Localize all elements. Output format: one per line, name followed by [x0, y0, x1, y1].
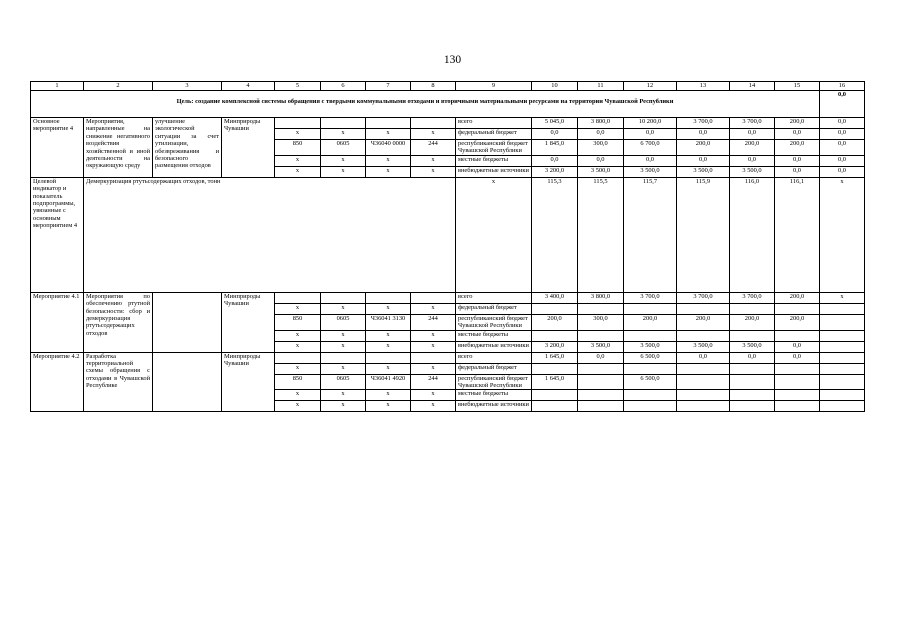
section-code: x — [321, 330, 366, 341]
target-article-code — [366, 352, 411, 363]
year-value — [578, 363, 624, 374]
year-value — [677, 390, 730, 401]
year-value: 0,0 — [775, 155, 820, 166]
target-article-code: Ч36041 4920 — [366, 374, 411, 390]
year-value — [532, 390, 578, 401]
grbs-code: 850 — [275, 314, 321, 330]
measure-goal — [153, 292, 222, 352]
section-code: x — [321, 129, 366, 140]
measure-executor: Минприроды Чувашии — [222, 118, 275, 178]
measure-goal: улучшение экологической ситуации за счет утилизации, обезвреживания и безопасного размещения отходов — [153, 118, 222, 178]
year-value — [578, 303, 624, 314]
year-value — [677, 330, 730, 341]
goal-text: Цель: создание комплексной системы обращения с твердыми коммунальными отходами и вторичными материальными ресурсами на территории Чувашской Республики — [176, 98, 674, 105]
section-code — [321, 118, 366, 129]
table-row — [31, 118, 865, 129]
year-value: 3 800,0 — [578, 118, 624, 129]
expense-type-code: x — [411, 166, 456, 177]
year-value: 200,0 — [775, 292, 820, 303]
column-number-14: 14 — [730, 82, 775, 91]
year-value: 300,0 — [578, 314, 624, 330]
year-value — [820, 341, 865, 352]
grbs-code: x — [275, 390, 321, 401]
column-number-2: 2 — [84, 82, 153, 91]
year-value: 200,0 — [677, 140, 730, 156]
expense-type-code: x — [411, 363, 456, 374]
year-value: 3 200,0 — [532, 166, 578, 177]
column-number-13: 13 — [677, 82, 730, 91]
year-value: 5 045,0 — [532, 118, 578, 129]
year-value: 0,0 — [820, 155, 865, 166]
target-article-code: x — [366, 390, 411, 401]
funding-source: внебюджетные источники — [456, 341, 532, 352]
year-value: 0,0 — [624, 155, 677, 166]
grbs-code: 850 — [275, 374, 321, 390]
expense-type-code: 244 — [411, 314, 456, 330]
expense-type-code — [411, 292, 456, 303]
year-value: 0,0 — [578, 352, 624, 363]
year-value: 0,0 — [730, 352, 775, 363]
year-value — [775, 390, 820, 401]
grbs-code: 850 — [275, 140, 321, 156]
year-value: 200,0 — [730, 140, 775, 156]
year-value — [624, 401, 677, 412]
year-value: 200,0 — [730, 314, 775, 330]
year-value: 3 700,0 — [624, 292, 677, 303]
section-code: x — [321, 341, 366, 352]
year-value — [624, 303, 677, 314]
year-value — [730, 363, 775, 374]
year-value: 10 200,0 — [624, 118, 677, 129]
expense-type-code: x — [411, 155, 456, 166]
grbs-code: x — [275, 303, 321, 314]
target-article-code: x — [366, 363, 411, 374]
year-value: 3 500,0 — [578, 166, 624, 177]
column-number-16: 16 — [820, 82, 865, 91]
column-number-4: 4 — [222, 82, 275, 91]
year-value: 3 500,0 — [677, 341, 730, 352]
target-article-code: x — [366, 330, 411, 341]
year-value: 3 700,0 — [730, 118, 775, 129]
funding-source: местные бюджеты — [456, 390, 532, 401]
year-value — [820, 390, 865, 401]
year-value: 0,0 — [820, 118, 865, 129]
year-value: 0,0 — [624, 129, 677, 140]
year-value: 6 500,0 — [624, 374, 677, 390]
grbs-code: x — [275, 401, 321, 412]
year-value: 3 500,0 — [677, 166, 730, 177]
year-value: 0,0 — [820, 166, 865, 177]
funding-source: республиканский бюджет Чувашской Республики — [456, 314, 532, 330]
grbs-code: x — [275, 155, 321, 166]
year-value: 3 500,0 — [624, 166, 677, 177]
year-value — [820, 314, 865, 330]
section-code: x — [321, 390, 366, 401]
funding-source: внебюджетные источники — [456, 401, 532, 412]
year-value — [775, 401, 820, 412]
expense-type-code: x — [411, 401, 456, 412]
indicator-row — [31, 177, 865, 292]
year-value — [775, 363, 820, 374]
target-article-code: x — [366, 166, 411, 177]
year-value: 3 700,0 — [677, 292, 730, 303]
grbs-code — [275, 352, 321, 363]
target-article-code — [366, 118, 411, 129]
measure-name: Мероприятия, направленные на снижение негативного воздействия хозяйственной и иной деятельности на окружающую среду — [84, 118, 153, 178]
column-number-10: 10 — [532, 82, 578, 91]
section-code — [321, 292, 366, 303]
year-value: 3 700,0 — [677, 118, 730, 129]
year-value: 0,0 — [820, 140, 865, 156]
section-code: 0605 — [321, 140, 366, 156]
year-value: 200,0 — [775, 140, 820, 156]
year-value: 3 800,0 — [578, 292, 624, 303]
indicator-value: 115,9 — [677, 177, 730, 292]
year-value: х — [820, 292, 865, 303]
target-article-code — [366, 292, 411, 303]
expense-type-code: 244 — [411, 374, 456, 390]
section-code: x — [321, 401, 366, 412]
year-value: 0,0 — [532, 129, 578, 140]
year-value — [578, 374, 624, 390]
page-number: 130 — [443, 54, 462, 66]
year-value: 200,0 — [775, 314, 820, 330]
year-value — [578, 390, 624, 401]
year-value — [775, 303, 820, 314]
funding-source: внебюджетные источники — [456, 166, 532, 177]
indicator-value: 116,0 — [730, 177, 775, 292]
grbs-code: x — [275, 330, 321, 341]
year-value: 0,0 — [820, 129, 865, 140]
year-value — [775, 330, 820, 341]
year-value: 0,0 — [775, 352, 820, 363]
expense-type-code: x — [411, 341, 456, 352]
column-number-3: 3 — [153, 82, 222, 91]
year-value: 200,0 — [677, 314, 730, 330]
funding-source: республиканский бюджет Чувашской Республики — [456, 374, 532, 390]
indicator-label: Целевой индикатор и показатель подпрограммы, увязанные с основным мероприятием 4 — [31, 177, 84, 292]
expense-type-code: x — [411, 129, 456, 140]
section-code — [321, 352, 366, 363]
grbs-code: x — [275, 363, 321, 374]
year-value: 6 700,0 — [624, 140, 677, 156]
indicator-value: 115,5 — [578, 177, 624, 292]
measure-name: Разработка территориальной схемы обращения с отходами в Чувашской Республике — [84, 352, 153, 412]
year-value: 0,0 — [532, 155, 578, 166]
expense-type-code: 244 — [411, 140, 456, 156]
grbs-code: x — [275, 341, 321, 352]
year-value: 0,0 — [730, 155, 775, 166]
year-value — [820, 374, 865, 390]
funding-source: федеральный бюджет — [456, 129, 532, 140]
year-value: 0,0 — [775, 166, 820, 177]
indicator-value: 116,1 — [775, 177, 820, 292]
section-code: x — [321, 155, 366, 166]
year-value: 0,0 — [775, 129, 820, 140]
year-value: 3 500,0 — [730, 166, 775, 177]
goal-row — [31, 91, 865, 118]
measure-executor: Минприроды Чувашии — [222, 292, 275, 352]
section-code: 0605 — [321, 374, 366, 390]
year-value — [820, 401, 865, 412]
funding-source: федеральный бюджет — [456, 363, 532, 374]
column-number-8: 8 — [411, 82, 456, 91]
year-value — [730, 303, 775, 314]
year-value: 0,0 — [578, 129, 624, 140]
target-article-code: Ч36040 0000 — [366, 140, 411, 156]
year-value — [820, 330, 865, 341]
measure-label: Мероприятие 4.1 — [31, 292, 84, 352]
goal-cell — [31, 91, 820, 118]
year-value: 0,0 — [775, 341, 820, 352]
year-value: 3 700,0 — [730, 292, 775, 303]
year-value — [677, 303, 730, 314]
year-value — [578, 330, 624, 341]
year-value: 200,0 — [624, 314, 677, 330]
expense-type-code: x — [411, 303, 456, 314]
column-number-5: 5 — [275, 82, 321, 91]
goal-value-cell — [820, 91, 865, 118]
year-value: 3 500,0 — [578, 341, 624, 352]
target-article-code: x — [366, 401, 411, 412]
target-article-code: x — [366, 129, 411, 140]
funding-source: местные бюджеты — [456, 155, 532, 166]
year-value — [677, 401, 730, 412]
measure-executor: Минприроды Чувашии — [222, 352, 275, 412]
indicator-value: 115,3 — [532, 177, 578, 292]
year-value: 1 645,0 — [532, 374, 578, 390]
year-value — [820, 363, 865, 374]
measure-name: Мероприятия по обеспечению ртутной безопасности: сбор и демеркуризация ртутьсодержащих отходов — [84, 292, 153, 352]
section-code: x — [321, 363, 366, 374]
year-value — [820, 352, 865, 363]
year-value — [578, 401, 624, 412]
column-number-15: 15 — [775, 82, 820, 91]
funding-source: местные бюджеты — [456, 330, 532, 341]
year-value — [730, 330, 775, 341]
year-value: 3 500,0 — [624, 341, 677, 352]
indicator-value: х — [820, 177, 865, 292]
expense-type-code — [411, 118, 456, 129]
year-value: 0,0 — [677, 352, 730, 363]
year-value — [775, 374, 820, 390]
year-value — [820, 303, 865, 314]
year-value — [730, 374, 775, 390]
measure-label: Основное мероприятие 4 — [31, 118, 84, 178]
grbs-code — [275, 118, 321, 129]
section-code: x — [321, 166, 366, 177]
funding-source: всего — [456, 292, 532, 303]
year-value: 3 500,0 — [730, 341, 775, 352]
target-article-code: x — [366, 155, 411, 166]
year-value — [532, 303, 578, 314]
year-value — [677, 363, 730, 374]
grbs-code — [275, 292, 321, 303]
year-value — [532, 401, 578, 412]
funding-source: всего — [456, 118, 532, 129]
year-value: 0,0 — [578, 155, 624, 166]
year-value — [532, 330, 578, 341]
target-article-code: Ч36041 3130 — [366, 314, 411, 330]
column-number-11: 11 — [578, 82, 624, 91]
goal-value: 0,0 — [838, 91, 846, 98]
year-value: 0,0 — [677, 129, 730, 140]
indicator-source: х — [456, 177, 532, 292]
year-value — [624, 390, 677, 401]
year-value: 1 645,0 — [532, 352, 578, 363]
target-article-code: x — [366, 303, 411, 314]
column-number-7: 7 — [366, 82, 411, 91]
column-number-12: 12 — [624, 82, 677, 91]
program-table — [30, 81, 865, 412]
year-value: 3 400,0 — [532, 292, 578, 303]
funding-source: федеральный бюджет — [456, 303, 532, 314]
year-value: 300,0 — [578, 140, 624, 156]
table-row — [31, 292, 865, 303]
section-code: x — [321, 303, 366, 314]
expense-type-code — [411, 352, 456, 363]
column-number-1: 1 — [31, 82, 84, 91]
target-article-code: x — [366, 341, 411, 352]
year-value: 0,0 — [677, 155, 730, 166]
year-value: 0,0 — [730, 129, 775, 140]
measure-goal — [153, 352, 222, 412]
table-row — [31, 352, 865, 363]
year-value — [730, 390, 775, 401]
year-value — [624, 363, 677, 374]
column-number-9: 9 — [456, 82, 532, 91]
funding-source: всего — [456, 352, 532, 363]
funding-source: республиканский бюджет Чувашской Республики — [456, 140, 532, 156]
year-value — [677, 374, 730, 390]
measure-label: Мероприятие 4.2 — [31, 352, 84, 412]
year-value: 3 200,0 — [532, 341, 578, 352]
expense-type-code: x — [411, 330, 456, 341]
year-value: 200,0 — [775, 118, 820, 129]
year-value: 6 500,0 — [624, 352, 677, 363]
year-value — [624, 330, 677, 341]
column-numbers-row — [31, 82, 865, 91]
expense-type-code: x — [411, 390, 456, 401]
indicator-value: 115,7 — [624, 177, 677, 292]
grbs-code: x — [275, 129, 321, 140]
indicator-name: Демеркуризация ртутьсодержащих отходов, тонн — [84, 177, 456, 292]
year-value — [730, 401, 775, 412]
year-value: 1 845,0 — [532, 140, 578, 156]
grbs-code: x — [275, 166, 321, 177]
column-number-6: 6 — [321, 82, 366, 91]
year-value: 200,0 — [532, 314, 578, 330]
year-value — [532, 363, 578, 374]
section-code: 0605 — [321, 314, 366, 330]
